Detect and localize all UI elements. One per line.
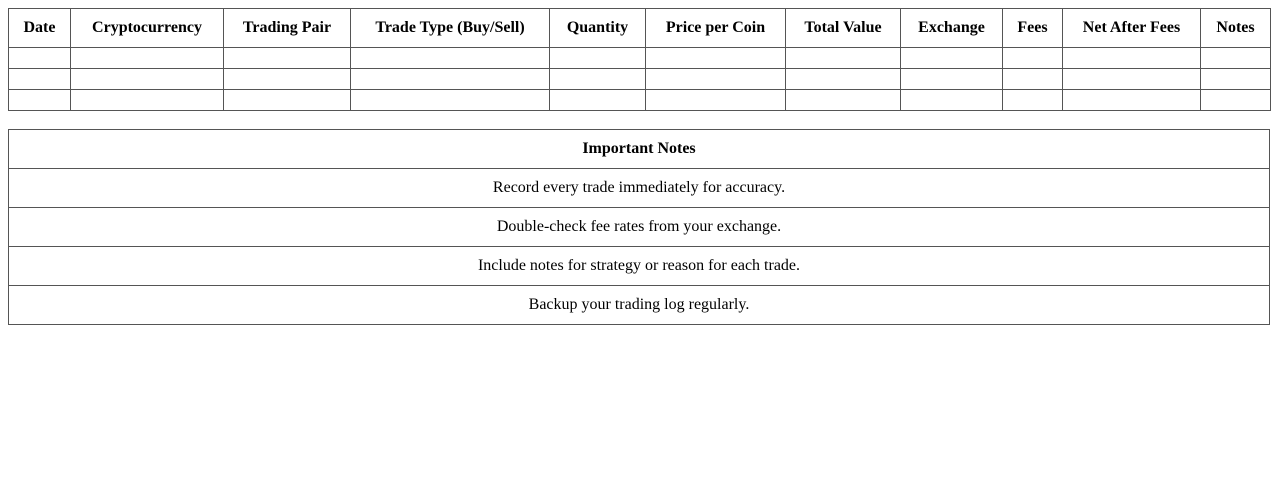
table-cell[interactable] bbox=[9, 69, 71, 90]
list-item bbox=[9, 247, 1270, 286]
table-cell[interactable] bbox=[786, 48, 901, 69]
table-cell[interactable] bbox=[351, 48, 550, 69]
table-cell[interactable] bbox=[901, 90, 1003, 111]
table-header-row bbox=[9, 9, 1271, 48]
list-item bbox=[9, 208, 1270, 247]
header-date: Date bbox=[9, 9, 71, 48]
header-price-per-coin: Price per Coin bbox=[646, 9, 786, 48]
table-cell[interactable] bbox=[550, 69, 646, 90]
note-text: Include notes for strategy or reason for each trade. bbox=[9, 247, 1270, 286]
table-cell[interactable] bbox=[224, 69, 351, 90]
list-item bbox=[9, 286, 1270, 325]
table-cell[interactable] bbox=[646, 90, 786, 111]
table-cell[interactable] bbox=[550, 90, 646, 111]
header-trade-type: Trade Type (Buy/Sell) bbox=[351, 9, 550, 48]
table-row bbox=[9, 48, 1271, 69]
table-cell[interactable] bbox=[9, 90, 71, 111]
note-text: Record every trade immediately for accuracy. bbox=[9, 169, 1270, 208]
table-cell[interactable] bbox=[9, 48, 71, 69]
table-cell[interactable] bbox=[1063, 48, 1201, 69]
notes-header-row bbox=[9, 130, 1270, 169]
table-cell[interactable] bbox=[901, 48, 1003, 69]
table-cell[interactable] bbox=[1003, 69, 1063, 90]
header-notes: Notes bbox=[1201, 9, 1271, 48]
table-cell[interactable] bbox=[1201, 90, 1271, 111]
header-exchange: Exchange bbox=[901, 9, 1003, 48]
header-trading-pair: Trading Pair bbox=[224, 9, 351, 48]
table-cell[interactable] bbox=[1201, 48, 1271, 69]
table-cell[interactable] bbox=[1201, 69, 1271, 90]
header-cryptocurrency: Cryptocurrency bbox=[71, 9, 224, 48]
note-text: Double-check fee rates from your exchange. bbox=[9, 208, 1270, 247]
header-net-after-fees: Net After Fees bbox=[1063, 9, 1201, 48]
table-cell[interactable] bbox=[224, 90, 351, 111]
table-cell[interactable] bbox=[1063, 69, 1201, 90]
table-cell[interactable] bbox=[224, 48, 351, 69]
trade-log-table bbox=[8, 8, 1271, 111]
table-cell[interactable] bbox=[550, 48, 646, 69]
table-cell[interactable] bbox=[1003, 90, 1063, 111]
important-notes-table bbox=[8, 129, 1270, 325]
table-cell[interactable] bbox=[786, 90, 901, 111]
table-cell[interactable] bbox=[71, 48, 224, 69]
table-cell[interactable] bbox=[1003, 48, 1063, 69]
table-cell[interactable] bbox=[646, 69, 786, 90]
note-text: Backup your trading log regularly. bbox=[9, 286, 1270, 325]
table-cell[interactable] bbox=[901, 69, 1003, 90]
list-item bbox=[9, 169, 1270, 208]
table-cell[interactable] bbox=[71, 69, 224, 90]
table-cell[interactable] bbox=[351, 69, 550, 90]
table-cell[interactable] bbox=[351, 90, 550, 111]
table-cell[interactable] bbox=[1063, 90, 1201, 111]
notes-title: Important Notes bbox=[9, 130, 1270, 169]
header-fees: Fees bbox=[1003, 9, 1063, 48]
table-cell[interactable] bbox=[646, 48, 786, 69]
table-row bbox=[9, 69, 1271, 90]
table-cell[interactable] bbox=[71, 90, 224, 111]
table-row bbox=[9, 90, 1271, 111]
header-total-value: Total Value bbox=[786, 9, 901, 48]
table-cell[interactable] bbox=[786, 69, 901, 90]
header-quantity: Quantity bbox=[550, 9, 646, 48]
